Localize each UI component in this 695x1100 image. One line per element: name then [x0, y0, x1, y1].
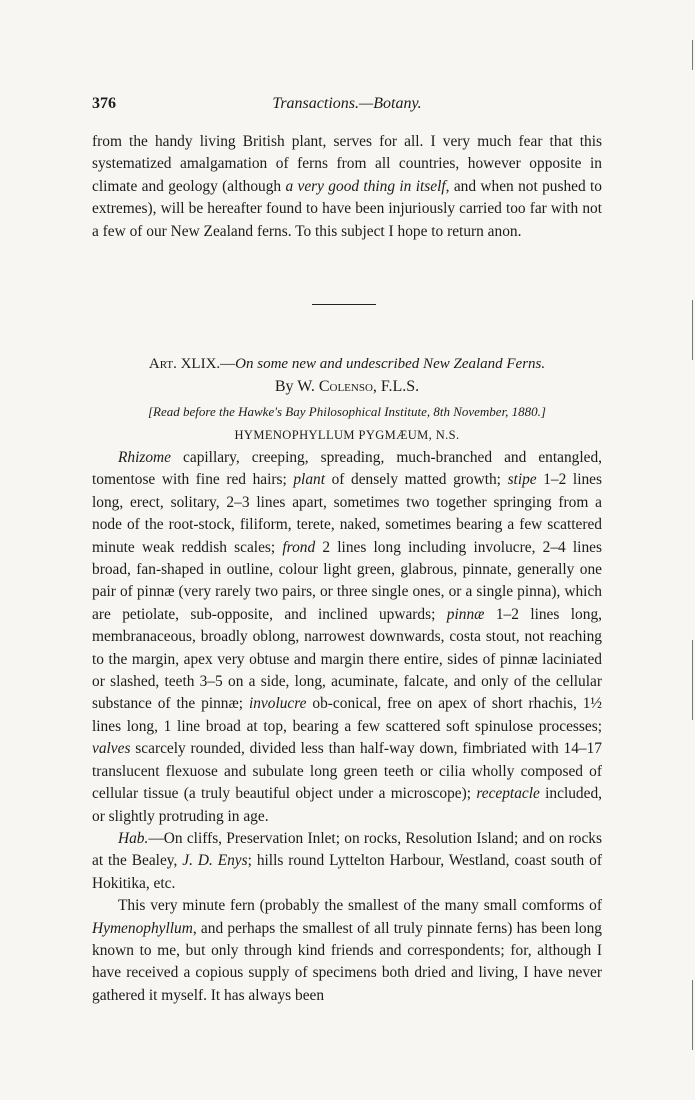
read-note [92, 404, 602, 420]
read-note-text: [Read before the Hawke's Bay Philosophical Institute, 8th November, 1880.] [147, 404, 546, 419]
continuation-text [92, 131, 602, 243]
text-run: ; hills round Lyttelton Harbour, Westland, coast south of Hokitika, etc. [92, 852, 602, 892]
author-credentials: , F.L.S. [372, 378, 420, 395]
article-title-text: On some new and undescribed New Zealand Ferns. [235, 356, 546, 372]
term: valves [92, 740, 131, 758]
text-run: lines long, 1 line broad at top, bearing a few scattered soft spinulose processes; [92, 717, 602, 735]
text-run: ob-conical, free on apex of short rhachis, [306, 695, 583, 713]
habitat-paragraph [92, 828, 602, 895]
term: receptacle [476, 785, 540, 803]
text-run: , and when not pushed to extremes), will be hereafter found to have been injuriously carried too far with not a few of our New Zealand ferns. To this subject I hope to return anon. [92, 177, 603, 240]
collector-name: J. D. Enys [182, 852, 248, 870]
text-run: This very minute fern (probably the smallest of the many small comforms of [118, 897, 602, 915]
text-run: of densely matted growth; [325, 471, 508, 489]
text-run: included, or slightly protruding in age. [92, 785, 602, 825]
text-run: 2 lines long including involucre, 2–4 lines broad, fan-shaped in outline, colour light green, glabrous, pinnate, generally one pair of pinnæ (very rarely two pairs, or three single ones, or a single pinna), which are petiolate, sub-opposite, and inclined upwards; [92, 538, 602, 623]
article-title [92, 356, 602, 373]
scan-edge-mark [692, 980, 693, 1050]
fraction-value: 1½ [582, 695, 602, 713]
text-run: capillary, creeping, spreading, much-branched and entangled, tomentose with fine red hairs; [92, 449, 602, 489]
text-run: from the handy living British plant, serves for all. I very much fear that this systematized amalgamation of ferns from all countries, however opposite in climate and geology (although [92, 133, 602, 195]
scan-edge-mark [692, 40, 693, 70]
continuation-paragraph [92, 131, 602, 243]
article-body [92, 447, 602, 1007]
text-run: 1–2 lines long, membranaceous, broadly oblong, narrowest downwards, costa stout, not reaching to the margin, apex very obtuse and margin there entire, sides of pinnæ laciniated or slashed, teeth 3–5 on a side, long, acuminate, falcate, and only of the cellular substance of the pinnæ; [92, 605, 602, 713]
author-byline [92, 378, 602, 396]
habitat-label: Hab. [118, 829, 149, 847]
term: stipe [507, 471, 537, 489]
scan-edge-mark [692, 300, 693, 360]
page-number: 376 [92, 95, 116, 112]
text-run: , and perhaps the smallest of all truly pinnate ferns) has been long known to me, but only through kind friends and correspondents; for, although I have received a copious supply of specimens both dried and living, I have never gathered it myself. It has always been [92, 919, 602, 1004]
term: involucre [248, 695, 307, 713]
article-dash: — [220, 356, 236, 372]
description-paragraph [92, 447, 602, 828]
text-run: —On cliffs, Preservation Inlet; on rocks, Resolution Island; and on rocks at the Bealey, [92, 829, 602, 870]
term: plant [293, 471, 325, 489]
species-heading: HYMENOPHYLLUM PYGMÆUM, N.S. [234, 428, 460, 442]
scan-edge-mark [692, 640, 693, 720]
emphasis-text: a very good thing in itself [285, 177, 446, 195]
text-run: 1–2 lines long, erect, solitary, 2–3 lines apart, sometimes two together springing from a node of the root-stock, filiform, terete, naked, sometimes bearing a few scattered minute weak reddish scales; [92, 471, 602, 556]
term: frond [282, 538, 316, 556]
byline-prefix: By W. [274, 378, 315, 395]
final-paragraph [92, 895, 602, 1007]
section-divider [312, 304, 376, 305]
term: pinnæ [446, 605, 485, 623]
text-run: scarcely rounded, divided less than half-way down, fimbriated with 14–17 translucent flexuose and subulate long green teeth or cilia wholly composed of cellular tissue (a truly beautiful object under a microscope); [92, 740, 602, 803]
term: Rhizome [118, 449, 172, 466]
author-name: Colenso [318, 378, 373, 395]
page-header [92, 95, 602, 117]
article-label: Art. XLIX. [148, 356, 221, 372]
genus-name: Hymenophyllum [92, 919, 193, 937]
running-head: Transactions.—Botany. [272, 95, 422, 112]
